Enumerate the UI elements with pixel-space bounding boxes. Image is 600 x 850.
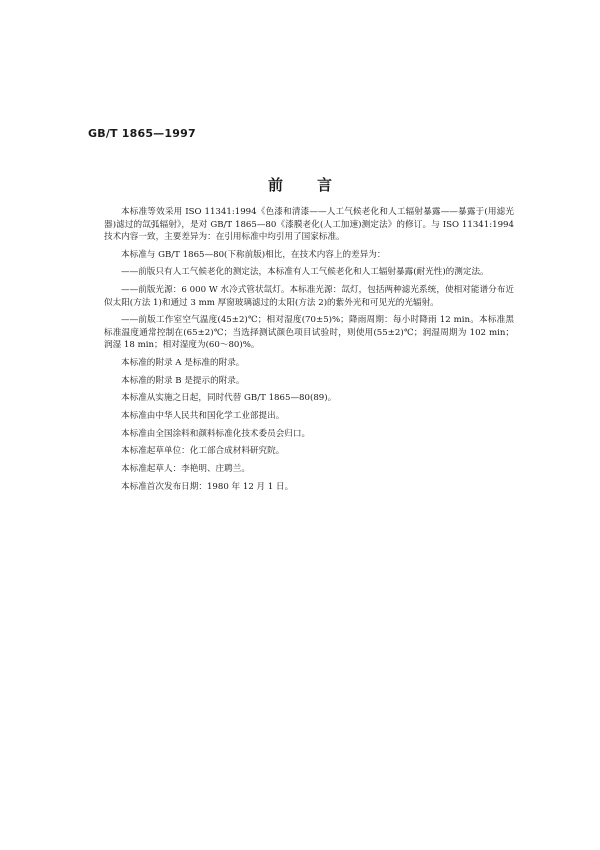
paragraph-differences-intro: 本标准与 GB/T 1865—80(下称前版)相比，在技术内容上的差异为： bbox=[121, 249, 386, 260]
paragraph-proposer: 本标准由中华人民共和国化学工业部提出。 bbox=[121, 411, 285, 421]
standard-number: GB/T 1865—1997 bbox=[88, 127, 196, 140]
paragraph-difference-2: ——前版光源：6 000 W 水冷式管状氙灯。本标准光源：氙灯，包括两种滤光系统，使相对能谱分布近似太阳(方法 1)和通过 3 mm 厚窗玻璃滤过的太阳(方法 2)的紫外光和可见光的光辐射。 bbox=[104, 285, 514, 308]
paragraph-first-issue-date: 本标准首次发布日期：1980 年 12 月 1 日。 bbox=[121, 481, 294, 492]
paragraph-drafting-unit: 本标准起草单位：化工部合成材料研究院。 bbox=[121, 446, 285, 457]
paragraph-difference-3: ——前版工作室空气温度(45±2)℃；相对湿度(70±5)%；降雨周期：每小时降雨 12 min。本标准黑标准温度通常控制在(65±2)℃；当选择测试颜色项目试验时，则使用(55±2)℃；润湿周期为 102 min；润湿 18 min；相对湿度为(60～80)%。 bbox=[104, 315, 514, 351]
paragraph-adoption: 本标准等效采用 ISO 11341:1994《色漆和清漆——人工气候老化和人工辐射暴露——暴露于(用滤光器)滤过的氙弧辐射》，是对 GB/T 1865—80《漆膜老化(人工加速)测定法》的修订。与 ISO 11341:1994 技术内容一致，主要差异为：在引用标准中均引用了国家标准。 bbox=[104, 207, 514, 242]
paragraph-annex-a: 本标准的附录 A 是标准的附录。 bbox=[121, 357, 245, 368]
foreword-body bbox=[104, 206, 514, 498]
paragraph-annex-b: 本标准的附录 B 是提示的附录。 bbox=[121, 375, 245, 386]
paragraph-replacement: 本标准从实施之日起，同时代替 GB/T 1865—80(89)。 bbox=[121, 393, 337, 404]
paragraph-drafters: 本标准起草人：李艳明、庄聘兰。 bbox=[121, 464, 250, 475]
paragraph-committee: 本标准由全国涂料和颜料标准化技术委员会归口。 bbox=[121, 428, 311, 439]
paragraph-difference-1: ——前版只有人工气候老化的测定法，本标准有人工气候老化和人工辐射暴露(耐光性)的测定法。 bbox=[121, 267, 489, 278]
section-title: 前言 bbox=[267, 176, 366, 194]
